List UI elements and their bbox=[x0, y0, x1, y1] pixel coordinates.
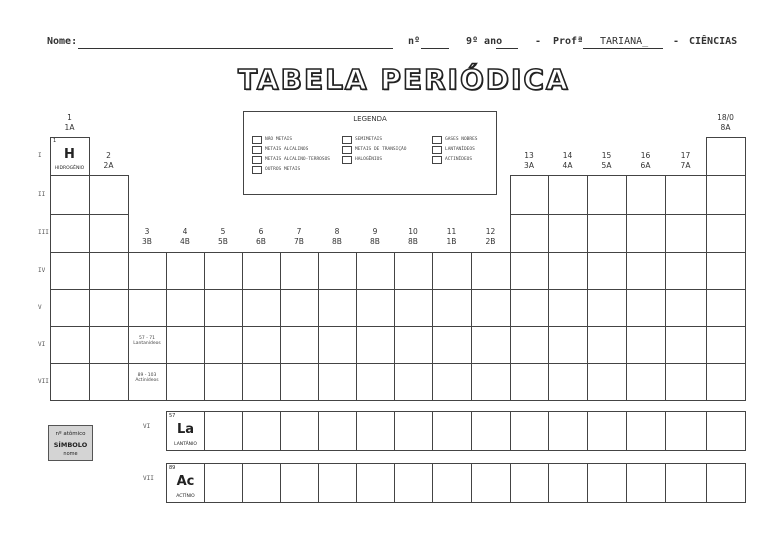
group-label bbox=[50, 113, 89, 133]
element-cell[interactable] bbox=[587, 214, 627, 253]
element-cell[interactable] bbox=[356, 463, 395, 503]
group-number: 8 bbox=[334, 227, 340, 236]
element-cell[interactable] bbox=[280, 252, 319, 290]
element-cell[interactable] bbox=[587, 252, 627, 290]
element-cell[interactable] bbox=[665, 463, 707, 503]
element-cell[interactable] bbox=[318, 363, 357, 401]
legend-item-label: LANTANÍDEOS bbox=[445, 147, 475, 152]
group-code: 7B bbox=[294, 237, 304, 246]
element-cell[interactable] bbox=[89, 363, 129, 401]
element-cell[interactable] bbox=[280, 463, 319, 503]
element-cell[interactable] bbox=[706, 137, 746, 176]
element-cell[interactable] bbox=[587, 326, 627, 364]
group-number: 15 bbox=[601, 151, 612, 160]
element-cell[interactable] bbox=[318, 463, 357, 503]
group-number: 12 bbox=[485, 227, 496, 236]
nome-field[interactable] bbox=[78, 48, 393, 49]
group-number: 16 bbox=[640, 151, 651, 160]
group-code: 6B bbox=[256, 237, 266, 246]
element-cell[interactable] bbox=[432, 411, 472, 451]
group-label bbox=[471, 227, 510, 247]
element-cell[interactable] bbox=[706, 411, 746, 451]
group-code: 4B bbox=[180, 237, 190, 246]
hydrogen-name: HIDROGÊNIO bbox=[54, 166, 85, 171]
element-cell[interactable] bbox=[166, 252, 205, 290]
element-cell[interactable] bbox=[510, 363, 549, 401]
group-label bbox=[706, 113, 745, 133]
period-label: III bbox=[38, 229, 49, 236]
prof-field[interactable] bbox=[583, 48, 663, 49]
actinium-symbol: Ac bbox=[176, 474, 195, 489]
legend-item-label: METAIS ALCALINO-TERROSOS bbox=[265, 157, 331, 162]
element-cell[interactable] bbox=[242, 463, 281, 503]
element-cell[interactable] bbox=[128, 289, 167, 327]
element-cell[interactable] bbox=[510, 326, 549, 364]
element-cell[interactable] bbox=[471, 252, 511, 290]
actinides-range: 89 - 103 bbox=[137, 373, 157, 378]
element-cell[interactable] bbox=[706, 289, 746, 327]
element-cell[interactable] bbox=[50, 214, 90, 253]
group-number: 6 bbox=[258, 227, 264, 236]
element-cell[interactable] bbox=[242, 411, 281, 451]
group-label bbox=[318, 227, 356, 247]
numero-field[interactable] bbox=[421, 48, 449, 49]
group-label bbox=[280, 227, 318, 247]
group-code: 2B bbox=[485, 237, 496, 246]
element-cell[interactable] bbox=[665, 175, 707, 215]
legend-color-box[interactable] bbox=[342, 146, 352, 154]
legend-item-label: SEMIMETAIS bbox=[355, 137, 383, 142]
period-label: VII bbox=[38, 377, 49, 385]
element-cell[interactable] bbox=[394, 326, 433, 364]
prof-name: TARIANA_ bbox=[600, 36, 649, 47]
element-cell[interactable] bbox=[665, 252, 707, 290]
element-cell[interactable] bbox=[280, 411, 319, 451]
element-cell[interactable] bbox=[548, 289, 588, 327]
group-number: 11 bbox=[446, 227, 457, 236]
group-label bbox=[166, 227, 204, 247]
element-cell[interactable] bbox=[204, 252, 243, 290]
element-cell[interactable] bbox=[432, 326, 472, 364]
legend-item-label: NÃO METAIS bbox=[265, 137, 293, 142]
element-cell[interactable] bbox=[548, 252, 588, 290]
lanthanides-range: 57 - 71 bbox=[139, 336, 155, 341]
element-cell[interactable] bbox=[356, 326, 395, 364]
group-label bbox=[89, 151, 128, 171]
element-cell[interactable] bbox=[280, 363, 319, 401]
element-cell[interactable] bbox=[626, 252, 666, 290]
f-period-label: VI bbox=[143, 423, 151, 430]
group-number: 7 bbox=[296, 227, 302, 236]
element-cell[interactable] bbox=[89, 214, 129, 253]
element-cell[interactable] bbox=[626, 326, 666, 364]
element-cell[interactable] bbox=[204, 289, 243, 327]
key-number: nº atômico bbox=[55, 431, 86, 437]
element-cell[interactable] bbox=[318, 252, 357, 290]
legend-color-box[interactable] bbox=[252, 156, 262, 164]
element-cell[interactable] bbox=[394, 289, 433, 327]
group-number: 3 bbox=[144, 227, 150, 236]
element-cell[interactable] bbox=[665, 363, 707, 401]
group-code: 3B bbox=[142, 237, 152, 246]
element-cell[interactable] bbox=[394, 363, 433, 401]
element-cell[interactable] bbox=[706, 463, 746, 503]
element-cell[interactable] bbox=[432, 363, 472, 401]
element-cell[interactable] bbox=[510, 252, 549, 290]
nome-label: Nome: bbox=[47, 36, 78, 47]
actinides-label: Actinídeos bbox=[135, 378, 159, 383]
element-cell[interactable] bbox=[204, 463, 243, 503]
element-cell[interactable] bbox=[242, 363, 281, 401]
period-label: I bbox=[38, 152, 42, 159]
group-label bbox=[548, 151, 587, 171]
element-cell[interactable] bbox=[587, 411, 627, 451]
group-number: 18/0 bbox=[717, 113, 734, 122]
element-cell[interactable] bbox=[548, 463, 588, 503]
group-code: 5A bbox=[601, 161, 612, 170]
prof-label: Profª bbox=[553, 36, 584, 47]
subject-label: CIÊNCIAS bbox=[689, 36, 738, 47]
group-code: 8A bbox=[720, 123, 731, 132]
lanthanum-number: 57 bbox=[169, 413, 176, 419]
legend-color-box[interactable] bbox=[432, 156, 442, 164]
element-cell[interactable] bbox=[356, 411, 395, 451]
legend-color-box[interactable] bbox=[252, 136, 262, 144]
period-label: IV bbox=[38, 266, 46, 274]
actinium-name: ACTÍNIO bbox=[176, 494, 195, 499]
lanthanum-name: LANTÂNIO bbox=[174, 442, 197, 447]
element-cell[interactable] bbox=[280, 289, 319, 327]
element-cell[interactable] bbox=[471, 463, 511, 503]
element-cell[interactable] bbox=[356, 252, 395, 290]
element-cell[interactable] bbox=[626, 214, 666, 253]
group-code: 2A bbox=[103, 161, 114, 170]
element-cell[interactable] bbox=[706, 363, 746, 401]
element-cell[interactable] bbox=[50, 363, 90, 401]
element-cell[interactable] bbox=[432, 252, 472, 290]
element-cell[interactable] bbox=[471, 363, 511, 401]
group-code: 4A bbox=[562, 161, 573, 170]
group-code: 5B bbox=[218, 237, 228, 246]
numero-label: nº bbox=[408, 36, 421, 47]
element-cell[interactable] bbox=[510, 175, 549, 215]
element-cell[interactable] bbox=[587, 175, 627, 215]
legend-item-label: GASES NOBRES bbox=[445, 137, 478, 142]
page-title: TABELA PERIÓDICA bbox=[238, 63, 570, 96]
legend-color-box[interactable] bbox=[432, 146, 442, 154]
period-label: II bbox=[38, 190, 46, 198]
element-cell[interactable] bbox=[204, 411, 243, 451]
element-cell[interactable] bbox=[318, 411, 357, 451]
element-cell[interactable] bbox=[471, 326, 511, 364]
element-cell[interactable] bbox=[432, 289, 472, 327]
element-cell[interactable] bbox=[510, 463, 549, 503]
group-number: 9 bbox=[372, 227, 378, 236]
element-cell[interactable] bbox=[50, 175, 90, 215]
element-cell[interactable] bbox=[510, 214, 549, 253]
element-cell[interactable] bbox=[587, 363, 627, 401]
legend-color-box[interactable] bbox=[342, 136, 352, 144]
legend-item-label: OUTROS METAIS bbox=[265, 167, 301, 172]
element-cell[interactable] bbox=[510, 289, 549, 327]
element-cell[interactable] bbox=[394, 463, 433, 503]
legend-item-label: METAIS DE TRANSIÇÃO bbox=[355, 147, 407, 152]
group-label bbox=[128, 227, 166, 247]
element-cell[interactable] bbox=[626, 411, 666, 451]
element-cell[interactable] bbox=[626, 175, 666, 215]
f-period-label: VII bbox=[143, 475, 154, 482]
group-code: 3A bbox=[524, 161, 534, 170]
element-cell[interactable] bbox=[665, 411, 707, 451]
group-number: 4 bbox=[182, 227, 188, 236]
actinides-placeholder bbox=[128, 373, 166, 383]
group-label bbox=[204, 227, 242, 247]
legend-color-box[interactable] bbox=[342, 156, 352, 164]
legend-color-box[interactable] bbox=[252, 146, 262, 154]
element-cell[interactable] bbox=[548, 363, 588, 401]
element-cell[interactable] bbox=[356, 289, 395, 327]
element-cell[interactable] bbox=[89, 326, 129, 364]
element-cell[interactable] bbox=[706, 175, 746, 215]
element-cell[interactable] bbox=[89, 175, 129, 215]
element-cell[interactable] bbox=[242, 289, 281, 327]
element-cell[interactable] bbox=[394, 252, 433, 290]
element-cell[interactable] bbox=[665, 289, 707, 327]
group-number: 13 bbox=[524, 151, 534, 160]
element-cell[interactable] bbox=[242, 252, 281, 290]
element-cell[interactable] bbox=[318, 326, 357, 364]
legend-title: LEGENDA bbox=[353, 115, 387, 123]
lanthanides-placeholder bbox=[128, 336, 166, 346]
element-cell[interactable] bbox=[50, 289, 90, 327]
element-cell[interactable] bbox=[665, 214, 707, 253]
group-label bbox=[394, 227, 432, 247]
lanthanides-label: Lantanídeos bbox=[133, 341, 161, 346]
element-cell[interactable] bbox=[166, 363, 205, 401]
element-cell[interactable] bbox=[204, 363, 243, 401]
element-cell[interactable] bbox=[626, 363, 666, 401]
element-key bbox=[48, 425, 93, 461]
element-cell[interactable] bbox=[706, 214, 746, 253]
element-cell[interactable] bbox=[706, 326, 746, 364]
group-label bbox=[510, 151, 548, 171]
key-symbol: SÍMBOLO bbox=[53, 441, 88, 449]
element-cell[interactable] bbox=[626, 463, 666, 503]
legend-box bbox=[243, 111, 497, 195]
element-cell[interactable] bbox=[204, 326, 243, 364]
element-cell[interactable] bbox=[242, 326, 281, 364]
group-number: 17 bbox=[680, 151, 691, 160]
group-number: 10 bbox=[408, 227, 418, 236]
group-number: 1 bbox=[67, 113, 72, 122]
group-label bbox=[432, 227, 471, 247]
separator-2: - bbox=[673, 36, 680, 47]
element-cell[interactable] bbox=[394, 411, 433, 451]
group-code: 6A bbox=[640, 161, 651, 170]
legend-color-box[interactable] bbox=[432, 136, 442, 144]
element-cell[interactable] bbox=[89, 289, 129, 327]
element-cell[interactable] bbox=[706, 252, 746, 290]
element-cell[interactable] bbox=[626, 289, 666, 327]
element-cell[interactable] bbox=[548, 175, 588, 215]
group-code: 1B bbox=[446, 237, 457, 246]
period-label: VI bbox=[38, 340, 46, 348]
element-cell[interactable] bbox=[665, 326, 707, 364]
element-cell[interactable] bbox=[166, 289, 205, 327]
element-cell[interactable] bbox=[471, 289, 511, 327]
actinium-number: 89 bbox=[169, 465, 176, 471]
group-label bbox=[626, 151, 665, 171]
group-label bbox=[242, 227, 280, 247]
element-cell[interactable] bbox=[432, 463, 472, 503]
group-label bbox=[356, 227, 394, 247]
element-cell[interactable] bbox=[548, 326, 588, 364]
group-label bbox=[665, 151, 706, 171]
element-cell[interactable] bbox=[587, 289, 627, 327]
separator-1: - bbox=[535, 36, 542, 47]
element-cell[interactable] bbox=[356, 363, 395, 401]
element-cell[interactable] bbox=[318, 289, 357, 327]
hydrogen-symbol: H bbox=[64, 147, 75, 162]
group-number: 5 bbox=[220, 227, 226, 236]
group-number: 14 bbox=[562, 151, 573, 160]
group-code: 8B bbox=[408, 237, 418, 246]
legend-item-label: METAIS ALCALINOS bbox=[265, 147, 309, 152]
group-code: 1A bbox=[64, 123, 75, 132]
key-name: nome bbox=[63, 451, 78, 457]
element-cell[interactable] bbox=[548, 411, 588, 451]
hydrogen-number: 1 bbox=[53, 138, 57, 144]
element-cell[interactable] bbox=[166, 326, 205, 364]
legend-color-box[interactable] bbox=[252, 166, 262, 174]
element-cell[interactable] bbox=[471, 411, 511, 451]
group-number: 2 bbox=[106, 151, 111, 160]
element-cell[interactable] bbox=[510, 411, 549, 451]
legend-item-label: ACTINÍDEOS bbox=[445, 157, 473, 162]
lanthanum-symbol: La bbox=[176, 422, 195, 437]
element-cell[interactable] bbox=[50, 252, 90, 290]
serie-field[interactable] bbox=[496, 48, 518, 49]
group-code: 8B bbox=[332, 237, 342, 246]
element-cell[interactable] bbox=[128, 252, 167, 290]
group-code: 8B bbox=[370, 237, 380, 246]
element-cell[interactable] bbox=[89, 252, 129, 290]
element-cell[interactable] bbox=[280, 326, 319, 364]
group-label bbox=[587, 151, 626, 171]
element-cell[interactable] bbox=[587, 463, 627, 503]
period-label: V bbox=[38, 303, 42, 311]
serie-label: 9º ano bbox=[466, 36, 503, 47]
legend-item-label: HALOGÊNIOS bbox=[355, 157, 383, 162]
group-code: 7A bbox=[680, 161, 691, 170]
element-cell[interactable] bbox=[50, 326, 90, 364]
element-cell[interactable] bbox=[548, 214, 588, 253]
